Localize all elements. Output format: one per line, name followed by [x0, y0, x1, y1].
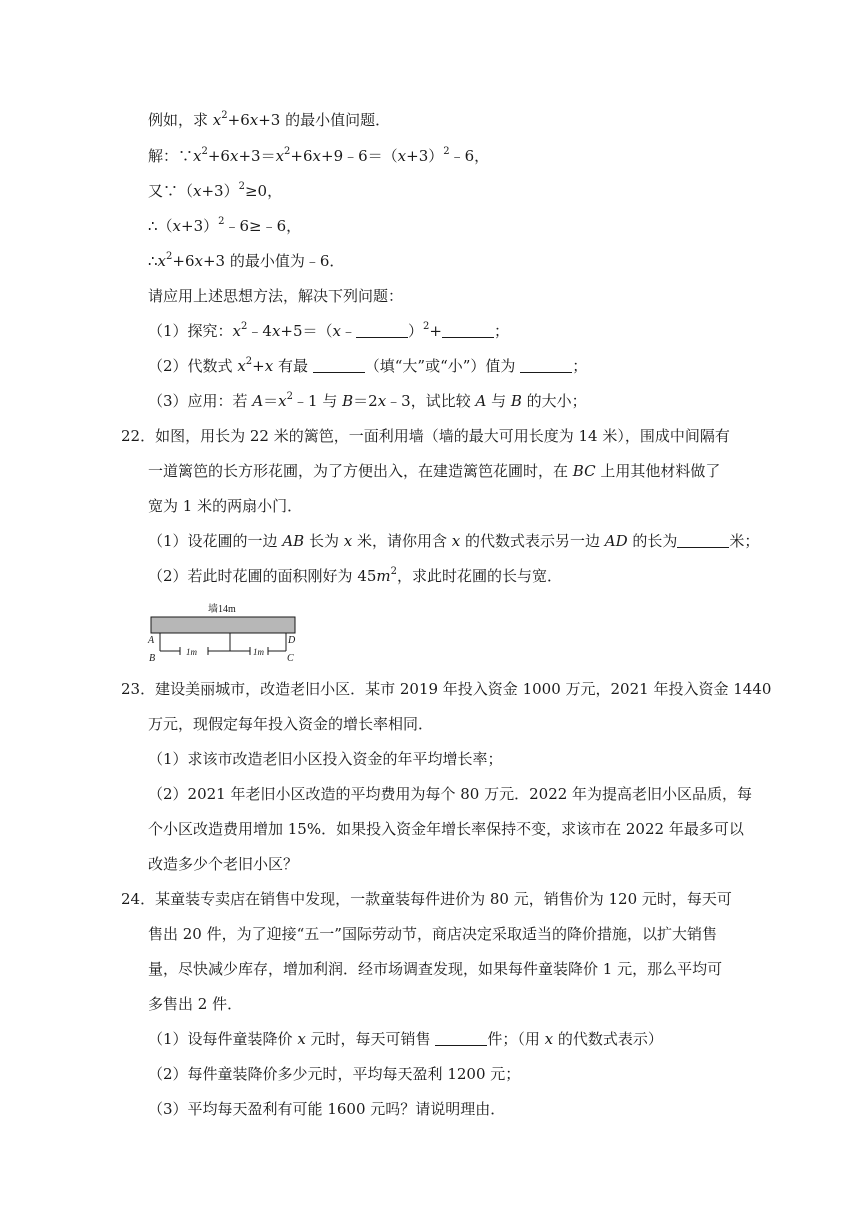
- q24-line-1: 24．某童装专卖店在销售中发现，一款童装每件进价为 80 元，销售价为 120 元时，每天可: [121, 890, 732, 908]
- example-line-4: $\therefore(x+3)^2﹣6\ge﹣6$，: [148, 216, 302, 235]
- answer-blank[interactable]: [442, 322, 494, 338]
- example-instruction: 请应用上述思想方法，解决下列问题：: [148, 287, 404, 305]
- q22-part-2: （2）若此时花圃的面积刚好为 $45m^2$，求此时花圃的长与宽．: [148, 566, 563, 585]
- q24-part-3: （3）平均每天盈利有可能 1600 元吗？请说明理由．: [148, 1100, 506, 1118]
- garden-figure: [144, 602, 304, 662]
- vertex-label-c: C: [287, 653, 294, 662]
- q24-line-4: 多售出 2 件．: [148, 995, 243, 1013]
- answer-blank[interactable]: [435, 1030, 487, 1046]
- q23-part-2a: （2）2021 年老旧小区改造的平均费用为每个 80 万元．2022 年为提高老旧小区品质，每: [148, 785, 753, 803]
- example-line-2: 解：$\because x^2+6x+3=x^2+6x+9﹣6=(x+3)^2﹣6$，: [148, 146, 490, 165]
- example-part-1: （1）探究：$x^2﹣4x+5=(x﹣$ ）$^2$+ ；: [148, 321, 509, 340]
- example-line-3: 又$\because(x+3)^2\ge 0$，: [148, 181, 283, 200]
- answer-blank[interactable]: [313, 357, 365, 373]
- example-part-3: （3）应用：若 $A=x^2﹣1$ 与 B＝2x﹣3，试比较 A 与 B 的大小；: [148, 391, 587, 410]
- answer-blank[interactable]: [677, 532, 729, 548]
- answer-blank[interactable]: [356, 322, 408, 338]
- door-label-1: 1m: [186, 647, 197, 657]
- example-part-2: （2）代数式 $x^2+x$ 有最 （填“大”或“小”）值为 ；: [148, 356, 588, 375]
- q22-part-1: （1）设花圃的一边 AB 长为 x 米，请你用含 x 的代数式表示另一边 AD 的长为 米；: [148, 532, 760, 550]
- q23-line-2: 万元，现假定每年投入资金的增长率相同．: [148, 715, 434, 733]
- door-label-2: 1m: [253, 647, 264, 657]
- q23-part-2c: 改造多少个老旧小区？: [148, 855, 299, 873]
- q22-line-3: 宽为 1 米的两扇小门．: [148, 497, 303, 515]
- q22-line-2: 一道篱笆的长方形花圃，为了方便出入，在建造篱笆花圃时，在 BC 上用其他材料做了: [148, 462, 721, 480]
- example-line-5: $\therefore x^2+6x+3$ 的最小值为﹣6．: [148, 251, 345, 270]
- vertex-label-d: D: [288, 635, 296, 646]
- question-number: 23．: [121, 680, 156, 698]
- q24-part-2: （2）每件童装降价多少元时，平均每天盈利 1200 元；: [148, 1065, 521, 1083]
- example-line-1: 例如，求 $x^2+6x+3$ 的最小值问题．: [148, 110, 391, 129]
- vertex-label-b: B: [149, 653, 156, 662]
- q24-line-3: 量，尽快减少库存，增加利润．经市场调查发现，如果每件童装降价 1 元，那么平均可: [148, 960, 723, 978]
- answer-blank[interactable]: [520, 357, 572, 373]
- q24-part-1: （1）设每件童装降价 x 元时，每天可销售 件；（用 x 的代数式表示）: [148, 1030, 663, 1048]
- q23-line-1: 23．建设美丽城市，改造老旧小区．某市 2019 年投入资金 1000 万元，2021 年投入资金 1440: [121, 680, 772, 698]
- wall-rect: [151, 617, 295, 633]
- vertex-label-a: A: [148, 635, 155, 646]
- q22-line-1: 22．如图，用长为 22 米的篱笆，一面利用墙（墙的最大可用长度为 14 米），围成中间隔有: [121, 427, 730, 445]
- question-number: 24．: [121, 890, 156, 908]
- wall-label: 墙14m: [208, 604, 236, 615]
- question-number: 22．: [121, 427, 156, 445]
- q24-line-2: 售出 20 件，为了迎接“五一”国际劳动节，商店决定采取适当的降价措施，以扩大销售: [148, 925, 717, 943]
- q23-part-2b: 个小区改造费用增加 15%．如果投入资金年增长率保持不变，求该市在 2022 年最多可以: [148, 820, 744, 838]
- q23-part-1: （1）求该市改造老旧小区投入资金的年平均增长率；: [148, 750, 503, 768]
